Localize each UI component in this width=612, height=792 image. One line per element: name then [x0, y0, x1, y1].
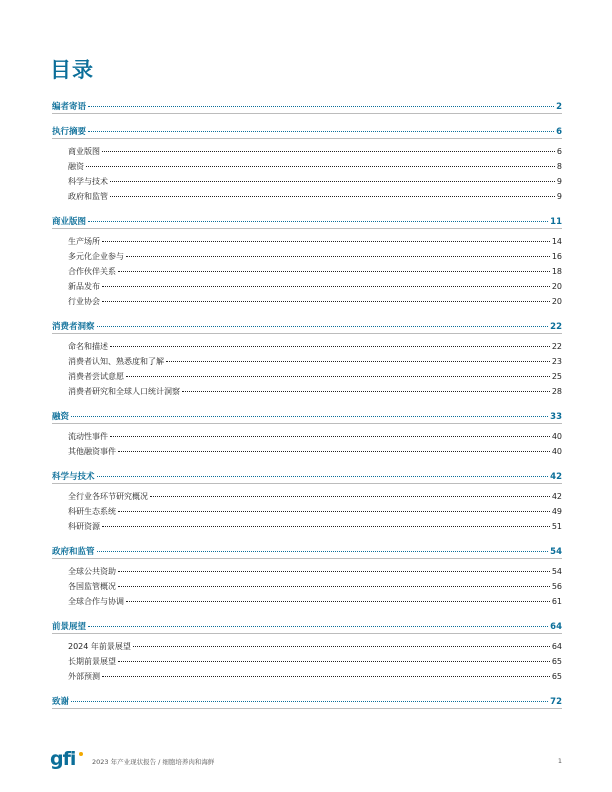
- toc-section: [52, 411, 562, 459]
- toc-section-label: 科学与技术: [52, 472, 95, 482]
- dot-leader: [126, 601, 550, 602]
- toc-section-entry[interactable]: [52, 411, 562, 423]
- toc-subentry-page: 28: [551, 387, 562, 396]
- toc-subentry-page: 8: [556, 162, 562, 171]
- dot-leader: [88, 131, 554, 132]
- dot-leader: [88, 626, 548, 627]
- toc-section-label: 前景展望: [52, 622, 87, 632]
- dot-leader: [110, 436, 550, 437]
- dot-leader: [97, 476, 549, 477]
- toc-section-page: 33: [550, 412, 562, 422]
- toc-section: [52, 101, 562, 114]
- dot-leader: [150, 496, 550, 497]
- toc-subentry-label: 其他融资事件: [68, 447, 116, 456]
- toc-section-label: 致谢: [52, 697, 70, 707]
- toc-subentry[interactable]: [52, 279, 562, 294]
- footer-report-title: 2023 年产业现状报告 / 细胞培养肉和海鲜: [92, 758, 215, 766]
- toc-section-entry[interactable]: [52, 471, 562, 483]
- dot-leader: [71, 416, 548, 417]
- dot-leader: [118, 511, 550, 512]
- toc-subentry-page: 51: [551, 522, 562, 531]
- toc-section-page: 22: [550, 322, 562, 332]
- toc-subentry-label: 全行业各环节研究概况: [68, 492, 148, 501]
- dot-leader: [86, 166, 555, 167]
- toc-section: [52, 216, 562, 309]
- toc-subentry[interactable]: [52, 174, 562, 189]
- toc-subentry[interactable]: [52, 639, 562, 654]
- toc-subentry-label: 命名和描述: [68, 342, 108, 351]
- toc-subentry-label: 全球合作与协调: [68, 597, 124, 606]
- toc-subentry-page: 20: [551, 297, 562, 306]
- toc-section-entry[interactable]: [52, 621, 562, 633]
- dot-leader: [71, 701, 548, 702]
- toc-section-entry[interactable]: [52, 101, 562, 113]
- dot-leader: [102, 676, 550, 677]
- toc-subentry-page: 25: [551, 372, 562, 381]
- toc-subentry-label: 新品发布: [68, 282, 100, 291]
- toc-subentry[interactable]: [52, 264, 562, 279]
- toc-subentry-page: 49: [551, 507, 562, 516]
- toc-subentry-page: 16: [551, 252, 562, 261]
- dot-leader: [118, 571, 550, 572]
- toc-section-page: 2: [556, 102, 562, 112]
- toc-subentry-label: 全球公共资助: [68, 567, 116, 576]
- toc-subentry[interactable]: [52, 249, 562, 264]
- toc-subentry-label: 科研资源: [68, 522, 100, 531]
- toc-section-page: 6: [556, 127, 562, 137]
- toc-subentry[interactable]: [52, 294, 562, 309]
- toc-subentry[interactable]: [52, 444, 562, 459]
- toc-subentry-page: 42: [551, 492, 562, 501]
- toc-subentry[interactable]: [52, 234, 562, 249]
- toc-section-page: 11: [550, 217, 562, 227]
- toc-subentry-page: 9: [556, 192, 562, 201]
- toc-subentry-page: 14: [551, 237, 562, 246]
- toc-section-label: 商业版图: [52, 217, 87, 227]
- section-divider: [52, 113, 562, 114]
- toc-section: [52, 126, 562, 204]
- dot-leader: [166, 361, 550, 362]
- dot-leader: [118, 586, 550, 587]
- dot-leader: [126, 256, 550, 257]
- toc-subentry[interactable]: [52, 564, 562, 579]
- toc-subentry[interactable]: [52, 369, 562, 384]
- toc-section-entry[interactable]: [52, 126, 562, 138]
- dot-leader: [110, 181, 555, 182]
- toc-subentry[interactable]: [52, 159, 562, 174]
- toc-section-label: 政府和监管: [52, 547, 95, 557]
- toc-subentry-label: 长期前景展望: [68, 657, 116, 666]
- toc-subentry[interactable]: [52, 339, 562, 354]
- toc-subentry[interactable]: [52, 354, 562, 369]
- toc-subentry-page: 22: [551, 342, 562, 351]
- page-title: 目录: [50, 58, 94, 82]
- toc-subentry-page: 56: [551, 582, 562, 591]
- toc-section-label: 编者寄语: [52, 102, 87, 112]
- toc-subentry-page: 23: [551, 357, 562, 366]
- toc-subentry-page: 18: [551, 267, 562, 276]
- toc-section-page: 42: [550, 472, 562, 482]
- toc-section-entry[interactable]: [52, 546, 562, 558]
- toc-subentry-page: 61: [551, 597, 562, 606]
- toc-section-page: 64: [550, 622, 562, 632]
- toc-subentry-label: 消费者尝试意愿: [68, 372, 124, 381]
- table-of-contents: [52, 95, 562, 709]
- dot-leader: [110, 346, 550, 347]
- toc-subentry-page: 40: [551, 432, 562, 441]
- dot-leader: [102, 286, 550, 287]
- dot-leader: [97, 551, 549, 552]
- toc-section: [52, 696, 562, 709]
- toc-section: [52, 321, 562, 399]
- toc-section-label: 执行摘要: [52, 127, 87, 137]
- toc-subentry-label: 商业版图: [68, 147, 100, 156]
- svg-text:gfi: gfi: [50, 748, 76, 770]
- toc-subentry-label: 消费者研究和全球人口统计洞察: [68, 387, 180, 396]
- gfi-logo: [50, 748, 84, 772]
- toc-subentry-label: 流动性事件: [68, 432, 108, 441]
- toc-subentry[interactable]: [52, 669, 562, 684]
- toc-subentry[interactable]: [52, 504, 562, 519]
- dot-leader: [102, 151, 555, 152]
- toc-subentry-label: 各国监管概况: [68, 582, 116, 591]
- toc-subentry-page: 65: [551, 672, 562, 681]
- toc-subentry-page: 6: [556, 147, 562, 156]
- toc-section: [52, 471, 562, 534]
- toc-subentry[interactable]: [52, 594, 562, 609]
- dot-leader: [102, 301, 550, 302]
- toc-subentry-page: 64: [551, 642, 562, 651]
- dot-leader: [118, 271, 550, 272]
- toc-subentry-label: 行业协会: [68, 297, 100, 306]
- toc-subentry-label: 科研生态系统: [68, 507, 116, 516]
- toc-subentry-label: 消费者认知、熟悉度和了解: [68, 357, 164, 366]
- toc-subentry-label: 融资: [68, 162, 84, 171]
- dot-leader: [182, 391, 550, 392]
- dot-leader: [102, 526, 550, 527]
- toc-subentry-label: 生产场所: [68, 237, 100, 246]
- dot-leader: [97, 326, 549, 327]
- dot-leader: [118, 661, 550, 662]
- toc-section-entry[interactable]: [52, 321, 562, 333]
- section-divider: [52, 708, 562, 709]
- toc-subentry-page: 54: [551, 567, 562, 576]
- page-footer: [50, 748, 562, 772]
- toc-subentry-label: 科学与技术: [68, 177, 108, 186]
- toc-subentry-label: 2024 年前景展望: [68, 642, 131, 651]
- dot-leader: [102, 241, 550, 242]
- toc-section-entry[interactable]: [52, 216, 562, 228]
- toc-subentry-page: 20: [551, 282, 562, 291]
- dot-leader: [110, 196, 555, 197]
- toc-subentry-page: 40: [551, 447, 562, 456]
- toc-subentry[interactable]: [52, 654, 562, 669]
- toc-subentry-page: 9: [556, 177, 562, 186]
- toc-section-entry[interactable]: [52, 696, 562, 708]
- toc-section: [52, 621, 562, 684]
- toc-subentry-label: 政府和监管: [68, 192, 108, 201]
- toc-subentry-label: 外部预测: [68, 672, 100, 681]
- toc-section-page: 54: [550, 547, 562, 557]
- toc-section-page: 72: [550, 697, 562, 707]
- footer-page-number: 1: [557, 757, 562, 765]
- dot-leader: [88, 221, 548, 222]
- toc-subentry-page: 65: [551, 657, 562, 666]
- dot-leader: [133, 646, 550, 647]
- dot-leader: [88, 106, 554, 107]
- toc-subentry[interactable]: [52, 144, 562, 159]
- toc-section: [52, 546, 562, 609]
- toc-section-label: 消费者洞察: [52, 322, 95, 332]
- dot-leader: [126, 376, 550, 377]
- toc-subentry[interactable]: [52, 519, 562, 534]
- toc-section-label: 融资: [52, 412, 70, 422]
- toc-subentry[interactable]: [52, 489, 562, 504]
- toc-subentry[interactable]: [52, 579, 562, 594]
- toc-subentry[interactable]: [52, 189, 562, 204]
- toc-subentry[interactable]: [52, 429, 562, 444]
- toc-subentry-label: 多元化企业参与: [68, 252, 124, 261]
- toc-subentry-label: 合作伙伴关系: [68, 267, 116, 276]
- toc-subentry[interactable]: [52, 384, 562, 399]
- dot-leader: [118, 451, 550, 452]
